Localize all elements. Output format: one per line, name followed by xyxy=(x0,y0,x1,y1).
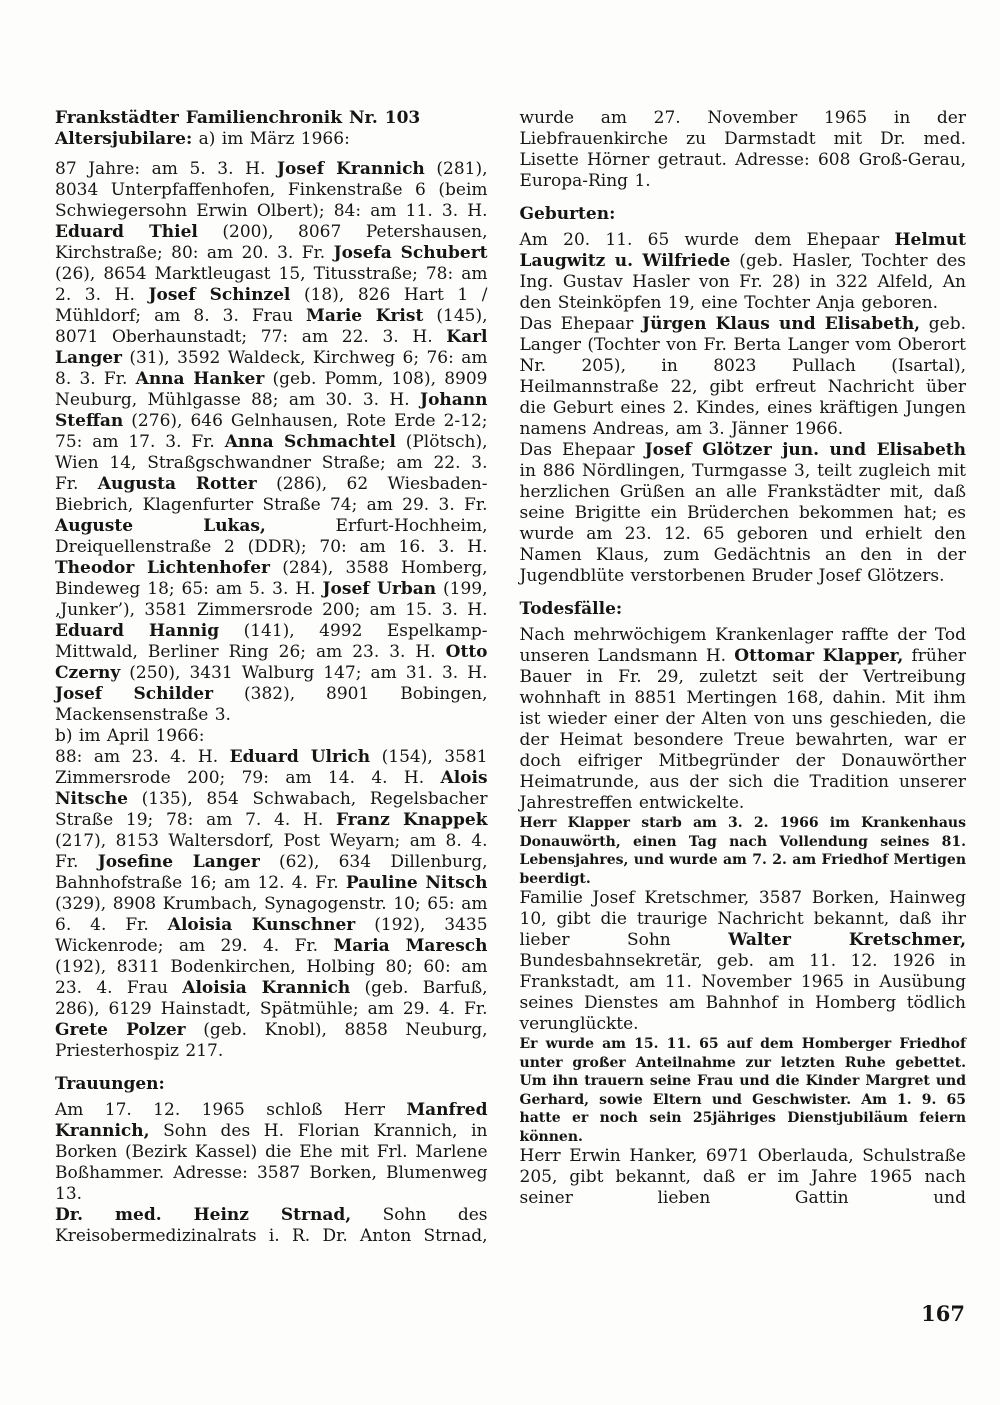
text-run: Am 20. 11. 65 wurde dem Ehepaar xyxy=(519,230,895,250)
text-run: Nach mehrwöchigem Krankenlager raffte der Tod unseren Landsmann H. xyxy=(519,625,966,666)
text-run: (geb. Knobl), 8858 Neuburg, Priesterhospiz 217. xyxy=(55,1020,488,1061)
text-run: (217), 8153 Waltersdorf, Post Weyarn; am 8. 4. Fr. xyxy=(55,831,488,872)
text-run: (382), 8901 Bobingen, Mackensenstraße 3. xyxy=(55,684,488,725)
bold-text-run: Dr. med. Heinz Strnad, xyxy=(55,1205,352,1225)
bold-text-run: Frankstädter Familienchronik Nr. 103 xyxy=(55,108,421,128)
bold-text-run: Altersjubilare: xyxy=(55,129,193,149)
text-run: geb. Langer (Tochter von Fr. Berta Langer vom Oberort Nr. 205), in 8023 Pullach (Isartal), Heilmannstraße 22, gibt erfreut Nachricht über die Geburt eines 2. Kindes, eines kräftigen Jungen namens Andreas, am 3. Jänner 1966. xyxy=(519,314,966,439)
bold-text-run: Auguste Lukas, xyxy=(55,516,266,536)
bold-text-run: Trauungen: xyxy=(55,1074,165,1094)
text-run: (284), 3588 Homberg, Bindeweg 18; 65: am 5. 3. H. xyxy=(55,558,488,599)
section-heading-trauungen xyxy=(55,1074,488,1095)
text-run: Bundesbahnsekretär, geb. am 11. 12. 1926 in Frankstadt, am 11. November 1965 in Ausübung seines Dienstes am Bahnhof in Homberg tödlich verunglückte. xyxy=(519,951,966,1034)
bold-text-run: Josefa Schubert xyxy=(333,243,488,263)
text-run: (200), 8067 Petershausen, Kirchstraße; 80: am 20. 3. Fr. xyxy=(55,222,488,263)
text-run: (18), 826 Hart 1 / Mühldorf; am 8. 3. Frau xyxy=(55,285,488,326)
bold-text-run: Josef Krannich xyxy=(276,159,425,179)
bold-text-run: Augusta Rotter xyxy=(97,474,257,494)
wedding-strnad-paragraph xyxy=(55,1205,488,1247)
text-run: Er wurde am 15. 11. 65 auf dem Homberger Friedhof unter großer Anteilnahme zur letzten Ruhe gebettet. Um ihn trauern seine Frau und die Kinder Margret und Gerhard, sowie Eltern und Geschwister. Am 1. 9. 65 hatte er noch sein 25jähriges Dienstjubiläum feiern können. xyxy=(519,1036,966,1145)
bold-text-run: Josefine Langer xyxy=(97,852,260,872)
text-run: (Plötsch), Wien 14, Straßgschwandner Straße; am 22. 3. Fr. xyxy=(55,432,488,494)
left-column xyxy=(55,108,488,1247)
jubilee-april-label xyxy=(55,726,488,747)
bold-text-run: Walter Kretschmer, xyxy=(728,930,966,950)
jubilees-april-paragraph xyxy=(55,747,488,1062)
page-number: 167 xyxy=(921,1301,965,1326)
obituary-klapper-paragraph xyxy=(520,625,966,814)
text-run: 88: am 23. 4. H. xyxy=(55,747,230,767)
jubilee-subtitle xyxy=(55,129,488,150)
burial-note-kretschmer xyxy=(520,1035,966,1146)
text-run: 87 Jahre: am 5. 3. H. xyxy=(55,159,277,179)
text-run: (199, ‚Junker’), 3581 Zimmersrode 200; am 15. 3. H. xyxy=(55,579,488,620)
bold-text-run: Eduard Thiel xyxy=(55,222,198,242)
text-run: (154), 3581 Zimmersrode 200; 79: am 14. 4. H. xyxy=(55,747,488,788)
bold-text-run: Ottomar Klapper, xyxy=(734,646,904,666)
text-run: Das Ehepaar xyxy=(519,314,643,334)
text-run: a) im März 1966: xyxy=(192,129,350,149)
chronicle-title xyxy=(55,108,488,129)
bold-text-run: Josef Urban xyxy=(322,579,437,599)
text-run: (329), 8908 Krumbach, Synagogenstr. 10; 65: am 6. 4. Fr. xyxy=(55,894,488,935)
bold-text-run: Marie Krist xyxy=(306,306,424,326)
obituary-kretschmer-paragraph xyxy=(520,888,966,1035)
bold-text-run: Otto Czerny xyxy=(55,642,488,683)
text-run: (geb. Hasler, Tochter des Ing. Gustav Hasler von Fr. 28) in 322 Alfeld, An den Steinköpfen 19, eine Tochter Anja geboren. xyxy=(519,251,966,313)
bold-text-run: Maria Maresch xyxy=(333,936,488,956)
bold-text-run: Helmut Laugwitz u. Wilfriede xyxy=(519,230,966,271)
text-run: (192), 8311 Bodenkirchen, Holbing 80; 60: am 23. 4. Frau xyxy=(55,957,488,998)
text-run: (145), 8071 Oberhaunstadt; 77: am 22. 3. H. xyxy=(55,306,488,347)
bold-text-run: Franz Knappek xyxy=(335,810,488,830)
bold-text-run: Anna Schmachtel xyxy=(224,432,396,452)
bold-text-run: Alois Nitsche xyxy=(55,768,488,809)
text-run: (geb. Pomm, 108), 8909 Neuburg, Mühlgasse 88; am 30. 3. H. xyxy=(55,369,488,410)
text-run: Erfurt-Hochheim, Dreiquellenstraße 2 (DDR); 70: am 16. 3. H. xyxy=(55,516,488,557)
text-run: Das Ehepaar xyxy=(519,440,645,460)
text-run: (141), 4992 Espelkamp-Mittwald, Berliner Ring 26; am 23. 3. H. xyxy=(55,621,488,662)
bold-text-run: Josef Schinzel xyxy=(148,285,291,305)
text-run: in 886 Nördlingen, Turmgasse 3, teilt zugleich mit herzlichen Grüßen an alle Frankstädter mit, daß seine Brigitte ein Brüderchen bekommen hat; es wurde am 23. 12. 65 geboren und erhielt den Namen Klaus, zum Gedächtnis an den in der Jugendblüte verstorbenen Bruder Josef Glötzers. xyxy=(519,461,966,586)
bold-text-run: Karl Langer xyxy=(55,327,488,368)
text-run: (286), 62 Wiesbaden-Biebrich, Klagenfurter Straße 74; am 29. 3. Fr. xyxy=(55,474,488,515)
bold-text-run: Pauline Nitsch xyxy=(345,873,488,893)
bold-text-run: Geburten: xyxy=(519,204,616,224)
wedding-krannich-paragraph xyxy=(55,1100,488,1205)
text-run: (276), 646 Gelnhausen, Rote Erde 2-12; 75: am 17. 3. Fr. xyxy=(55,411,488,452)
section-heading-todesfaelle xyxy=(520,599,966,620)
bold-text-run: Manfred Krannich, xyxy=(55,1100,488,1141)
bold-text-run: Johann Steffan xyxy=(55,390,488,431)
bold-text-run: Eduard Ulrich xyxy=(229,747,371,767)
right-column xyxy=(520,108,966,1247)
text-run: (281), 8034 Unterpfaffenhofen, Finkenstraße 6 (beim Schwiegersohn Erwin Olbert); 84: am 11. 3. H. xyxy=(55,159,488,221)
obituary-hanker-paragraph xyxy=(520,1146,966,1209)
section-heading-geburten xyxy=(520,204,966,225)
text-run: Sohn des Kreisobermedizinalrats i. R. Dr. Anton Strnad, xyxy=(55,1205,488,1246)
bold-text-run: Josef Glötzer jun. und Elisabeth xyxy=(644,440,966,460)
burial-note-klapper xyxy=(520,814,966,888)
wedding-strnad-continuation xyxy=(520,108,966,192)
bold-text-run: Anna Hanker xyxy=(135,369,265,389)
text-run: Familie Josef Kretschmer, 3587 Borken, Hainweg 10, gibt die traurige Nachricht bekannt, daß ihr lieber Sohn xyxy=(519,888,966,950)
text-run: Herr Erwin Hanker, 6971 Oberlauda, Schulstraße 205, gibt bekannt, daß er im Jahre 1965 nach seiner lieben Gattin und xyxy=(519,1146,966,1208)
text-run: Herr Klapper starb am 3. 2. 1966 im Krankenhaus Donauwörth, einen Tag nach Vollendung seines 81. Lebensjahres, und wurde am 7. 2. am Friedhof Mertigen beerdigt. xyxy=(519,815,966,887)
text-run: (31), 3592 Waldeck, Kirchweg 6; 76: am 8. 3. Fr. xyxy=(55,348,488,389)
bold-text-run: Aloisia Krannich xyxy=(182,978,351,998)
bold-text-run: Grete Polzer xyxy=(55,1020,186,1040)
text-run: wurde am 27. November 1965 in der Liebfrauenkirche zu Darmstadt mit Dr. med. Lisette Hörner getraut. Adresse: 608 Groß-Gerau, Europa-Ring 1. xyxy=(519,108,966,191)
text-run: (250), 3431 Walburg 147; am 31. 3. H. xyxy=(120,663,488,683)
text-run: Am 17. 12. 1965 schloß Herr xyxy=(55,1100,407,1120)
birth-gloetzer-paragraph xyxy=(520,440,966,587)
birth-klaus-paragraph xyxy=(520,314,966,440)
text-run: früher Bauer in Fr. 29, zuletzt seit der Vertreibung wohnhaft in 8851 Mertingen 168, dahin. Mit ihm ist wieder einer der Alten von uns geschieden, die der Heimat besondere Treue bewahrten, war er doch eifriger Mitbegründer der Donauwörther Heimatrunde, aus der sich die Tradition unserer Jahrestreffen entwickelte. xyxy=(519,646,966,813)
text-run: (26), 8654 Marktleugast 15, Titusstraße; 78: am 2. 3. H. xyxy=(55,264,488,305)
jubilees-march-paragraph xyxy=(55,159,488,726)
bold-text-run: Josef Schilder xyxy=(55,684,214,704)
bold-text-run: Jürgen Klaus und Elisabeth, xyxy=(642,314,921,334)
bold-text-run: Theodor Lichtenhofer xyxy=(55,558,270,578)
bold-text-run: Todesfälle: xyxy=(519,599,623,619)
text-run: b) im April 1966: xyxy=(55,726,205,746)
bold-text-run: Eduard Hannig xyxy=(55,621,220,641)
text-run: (geb. Barfuß, 286), 6129 Hainstadt, Spätmühle; am 29. 4. Fr. xyxy=(55,978,488,1019)
text-run: (192), 3435 Wickenrode; am 29. 4. Fr. xyxy=(55,915,488,956)
text-run: Sohn des H. Florian Krannich, in Borken (Bezirk Kassel) die Ehe mit Frl. Marlene Boßhammer. Adresse: 3587 Borken, Blumenweg 13. xyxy=(55,1121,488,1204)
text-run: (135), 854 Schwabach, Regelsbacher Straße 19; 78: am 7. 4. H. xyxy=(55,789,488,830)
bold-text-run: Aloisia Kunschner xyxy=(167,915,356,935)
text-run: (62), 634 Dillenburg, Bahnhofstraße 16; am 12. 4. Fr. xyxy=(55,852,488,893)
birth-laugwitz-paragraph xyxy=(520,230,966,314)
